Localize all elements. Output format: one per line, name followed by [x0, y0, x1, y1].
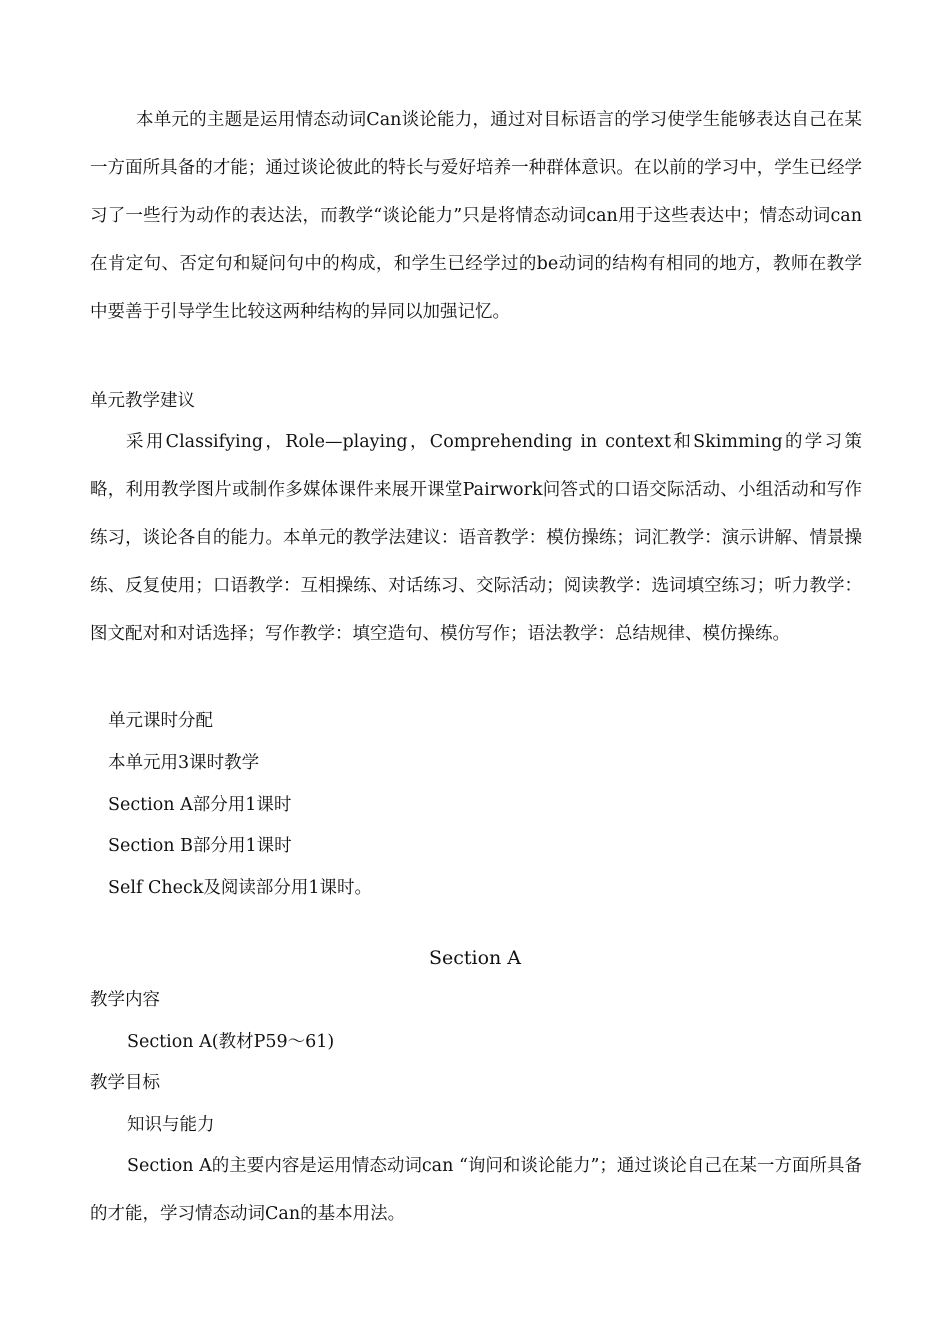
schedule-item: Section A部分用1课时: [108, 795, 292, 815]
content-text: Section A(教材P59～61): [127, 1032, 335, 1052]
schedule-item: Self Check及阅读部分用1课时。: [108, 878, 373, 898]
schedule-heading: 单元课时分配: [108, 711, 213, 731]
goals-subheading: 知识与能力: [127, 1115, 215, 1135]
suggestion-heading: 单元教学建议: [90, 391, 195, 411]
goals-heading: 教学目标: [90, 1073, 160, 1093]
intro-paragraph: 本单元的主题是运用情态动词Can谈论能力，通过对目标语言的学习使学生能够表达自己在某一方面所具备的才能；通过谈论彼此的特长与爱好培养一种群体意识。在以前的学习中，学生已经学习了一些行为动作的表达法，而教学“谈论能力”只是将情态动词can用于这些表达中；情态动词can在肯定句、否定句和疑问句中的构成，和学生已经学过的be动词的结构有相同的地方，教师在教学中要善于引导学生比较这两种结构的异同以加强记忆。: [90, 110, 862, 322]
content-heading: 教学内容: [90, 990, 160, 1010]
suggestion-paragraph: 采用Classifying，Role—playing，Comprehending in context和Skimming的学习策略，利用教学图片或制作多媒体课件来展开课堂Pairwork问答式的口语交际活动、小组活动和写作练习，谈论各自的能力。本单元的教学法建议：语音教学：模仿操练；词汇教学：演示讲解、情景操练、反复使用；口语教学：互相操练、对话练习、交际活动；阅读教学：选词填空练习；听力教学：图文配对和对话选择；写作教学：填空造句、模仿写作；语法教学：总结规律、模仿操练。: [90, 432, 862, 644]
section-title: Section A: [428, 947, 522, 969]
schedule-item: 本单元用3课时教学: [108, 753, 260, 773]
schedule-item: Section B部分用1课时: [108, 836, 292, 856]
goals-paragraph: Section A的主要内容是运用情态动词can “询问和谈论能力”；通过谈论自己在某一方面所具备的才能，学习情态动词Can的基本用法。: [90, 1156, 862, 1224]
